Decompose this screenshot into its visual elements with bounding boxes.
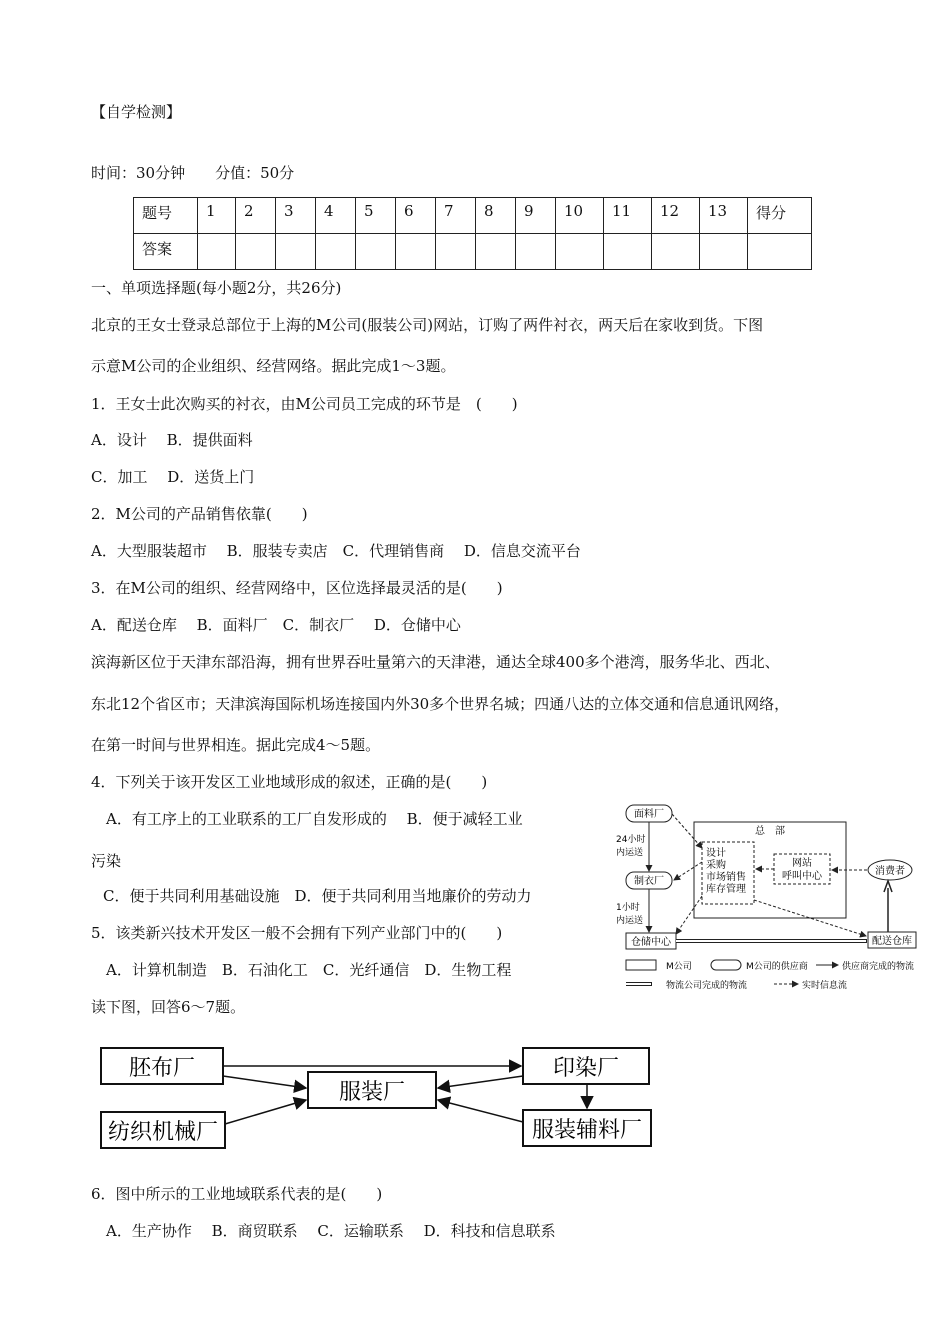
legend-supplier-label: M公司的供应商 bbox=[746, 962, 808, 972]
accessories-factory-label: 服装辅料厂 bbox=[531, 1118, 643, 1143]
answer-table-answer-row bbox=[134, 234, 812, 270]
greige-to-garment-arrow bbox=[223, 1076, 306, 1088]
transport-1h-label: 1小时 bbox=[616, 903, 640, 913]
q4-options: 污染 bbox=[91, 852, 122, 870]
info-flow-arrow bbox=[676, 896, 702, 934]
fabric-factory-label: 面料厂 bbox=[634, 809, 664, 820]
q4-options: A．有工序上的工业联系的工厂自发形成的 B．便于减轻工业 bbox=[106, 810, 523, 828]
answer-cell[interactable] bbox=[276, 234, 316, 270]
number-cell: 3 bbox=[276, 198, 316, 234]
answer-cell[interactable] bbox=[198, 234, 236, 270]
garment-factory-label: 制衣厂 bbox=[634, 876, 664, 887]
number-cell: 5 bbox=[356, 198, 396, 234]
passage2-line: 在第一时间与世界相连。据此完成4～5题。 bbox=[91, 736, 381, 754]
storage-center-label: 仓储中心 bbox=[631, 937, 671, 948]
company-network-diagram bbox=[616, 800, 948, 996]
answer-cell[interactable] bbox=[236, 234, 276, 270]
part1-heading: 一、单项选择题(每小题2分，共26分) bbox=[91, 279, 342, 297]
answer-table-header-row bbox=[134, 198, 812, 234]
answer-cell[interactable] bbox=[436, 234, 476, 270]
section-title: 【自学检测】 bbox=[91, 103, 182, 121]
number-cell: 8 bbox=[476, 198, 516, 234]
transport-1h-label: 内运送 bbox=[616, 916, 644, 926]
answer-cell[interactable] bbox=[516, 234, 556, 270]
factory-relation-diagram bbox=[96, 1042, 656, 1150]
header-label-cell: 题号 bbox=[134, 198, 198, 234]
info-flow-arrow bbox=[672, 814, 702, 848]
legend-supplier-swatch bbox=[711, 960, 741, 970]
dyeing-factory-label: 印染厂 bbox=[552, 1056, 620, 1081]
answer-label-cell: 答案 bbox=[134, 234, 198, 270]
consumer-label: 消费者 bbox=[875, 866, 905, 877]
info-flow-arrow bbox=[674, 862, 702, 880]
number-cell: 1 bbox=[198, 198, 236, 234]
q3-options: A．配送仓库 B．面料厂 C．制衣厂 D．仓储中心 bbox=[91, 616, 461, 634]
answer-cell[interactable] bbox=[652, 234, 700, 270]
legend-supplier-flow-label: 供应商完成的物流 bbox=[842, 962, 915, 972]
number-cell: 11 bbox=[604, 198, 652, 234]
score-label-cell: 得分 bbox=[748, 198, 812, 234]
time-score-line: 时间：30分钟 分值：50分 bbox=[91, 164, 295, 182]
passage2-line: 滨海新区位于天津东部沿海，拥有世界吞吐量第六的天津港，通达全球400多个港湾，服务华北、西北、 bbox=[91, 653, 780, 671]
number-cell: 10 bbox=[556, 198, 604, 234]
answer-cell[interactable] bbox=[604, 234, 652, 270]
answer-cell[interactable] bbox=[316, 234, 356, 270]
passage1-line: 北京的王女士登录总部位于上海的M公司(服装公司)网站，订购了两件衬衣，两天后在家收到货。下图 bbox=[91, 316, 764, 334]
hq-item: 采购 bbox=[706, 860, 726, 871]
website-label: 呼叫中心 bbox=[782, 871, 822, 882]
q5-stem: 5．该类新兴技术开发区一般不会拥有下列产业部门中的( ) bbox=[91, 924, 503, 942]
passage1-line: 示意M公司的企业组织、经营网络。据此完成1～3题。 bbox=[91, 357, 456, 375]
hq-title: 总 部 bbox=[755, 826, 785, 837]
answer-cell[interactable] bbox=[356, 234, 396, 270]
website-label: 网站 bbox=[792, 858, 812, 869]
garment-factory-label: 服装厂 bbox=[338, 1080, 406, 1105]
number-cell: 13 bbox=[700, 198, 748, 234]
legend-company-swatch bbox=[626, 960, 656, 970]
q2-stem: 2．M公司的产品销售依靠( ) bbox=[91, 505, 308, 523]
dyeing-to-garment-arrow bbox=[438, 1076, 523, 1088]
score-cell[interactable] bbox=[748, 234, 812, 270]
number-cell: 7 bbox=[436, 198, 476, 234]
answer-cell[interactable] bbox=[476, 234, 516, 270]
legend-info-flow-label: 实时信息流 bbox=[802, 981, 848, 991]
answer-cell[interactable] bbox=[556, 234, 604, 270]
machinery-to-garment-arrow bbox=[225, 1100, 306, 1124]
logistics-flow-arrow bbox=[884, 881, 892, 932]
transport-24h-label: 24小时 bbox=[616, 835, 646, 845]
read-instruction: 读下图，回答6～7题。 bbox=[91, 998, 246, 1016]
q1-options: A．设计 B．提供面料 bbox=[91, 431, 253, 449]
number-cell: 9 bbox=[516, 198, 556, 234]
hq-item: 市场销售 bbox=[706, 872, 746, 883]
hq-item: 库存管理 bbox=[706, 884, 746, 895]
q5-options: A．计算机制造 B．石油化工 C．光纤通信 D．生物工程 bbox=[106, 961, 512, 979]
q4-options: C．便于共同利用基础设施 D．便于共同利用当地廉价的劳动力 bbox=[103, 887, 532, 905]
number-cell: 4 bbox=[316, 198, 356, 234]
q1-stem: 1．王女士此次购买的衬衣，由M公司员工完成的环节是 ( ) bbox=[91, 395, 518, 413]
transport-24h-label: 内运送 bbox=[616, 848, 644, 858]
q6-options: A．生产协作 B．商贸联系 C．运输联系 D．科技和信息联系 bbox=[106, 1222, 556, 1240]
number-cell: 12 bbox=[652, 198, 700, 234]
hq-item: 设计 bbox=[706, 848, 726, 859]
passage2-line: 东北12个省区市；天津滨海国际机场连接国内外30多个世界名城；四通八达的立体交通和信息通讯网络， bbox=[91, 695, 790, 713]
delivery-warehouse-label: 配送仓库 bbox=[872, 936, 912, 947]
accessories-to-garment-arrow bbox=[438, 1100, 523, 1122]
answer-cell[interactable] bbox=[700, 234, 748, 270]
legend-logistics-label: 物流公司完成的物流 bbox=[666, 981, 748, 991]
answer-cell[interactable] bbox=[396, 234, 436, 270]
textile-machinery-label: 纺织机械厂 bbox=[107, 1120, 219, 1145]
number-cell: 2 bbox=[236, 198, 276, 234]
legend-company-label: M公司 bbox=[666, 962, 692, 972]
q2-options: A．大型服装超市 B．服装专卖店 C．代理销售商 D．信息交流平台 bbox=[91, 542, 581, 560]
greige-factory-label: 胚布厂 bbox=[128, 1056, 196, 1081]
answer-table bbox=[133, 197, 812, 270]
number-cell: 6 bbox=[396, 198, 436, 234]
q1-options: C．加工 D．送货上门 bbox=[91, 468, 255, 486]
q3-stem: 3．在M公司的组织、经营网络中，区位选择最灵活的是( ) bbox=[91, 579, 503, 597]
q6-stem: 6．图中所示的工业地域联系代表的是( ) bbox=[91, 1185, 383, 1203]
q4-stem: 4．下列关于该开发区工业地域形成的叙述，正确的是( ) bbox=[91, 773, 488, 791]
